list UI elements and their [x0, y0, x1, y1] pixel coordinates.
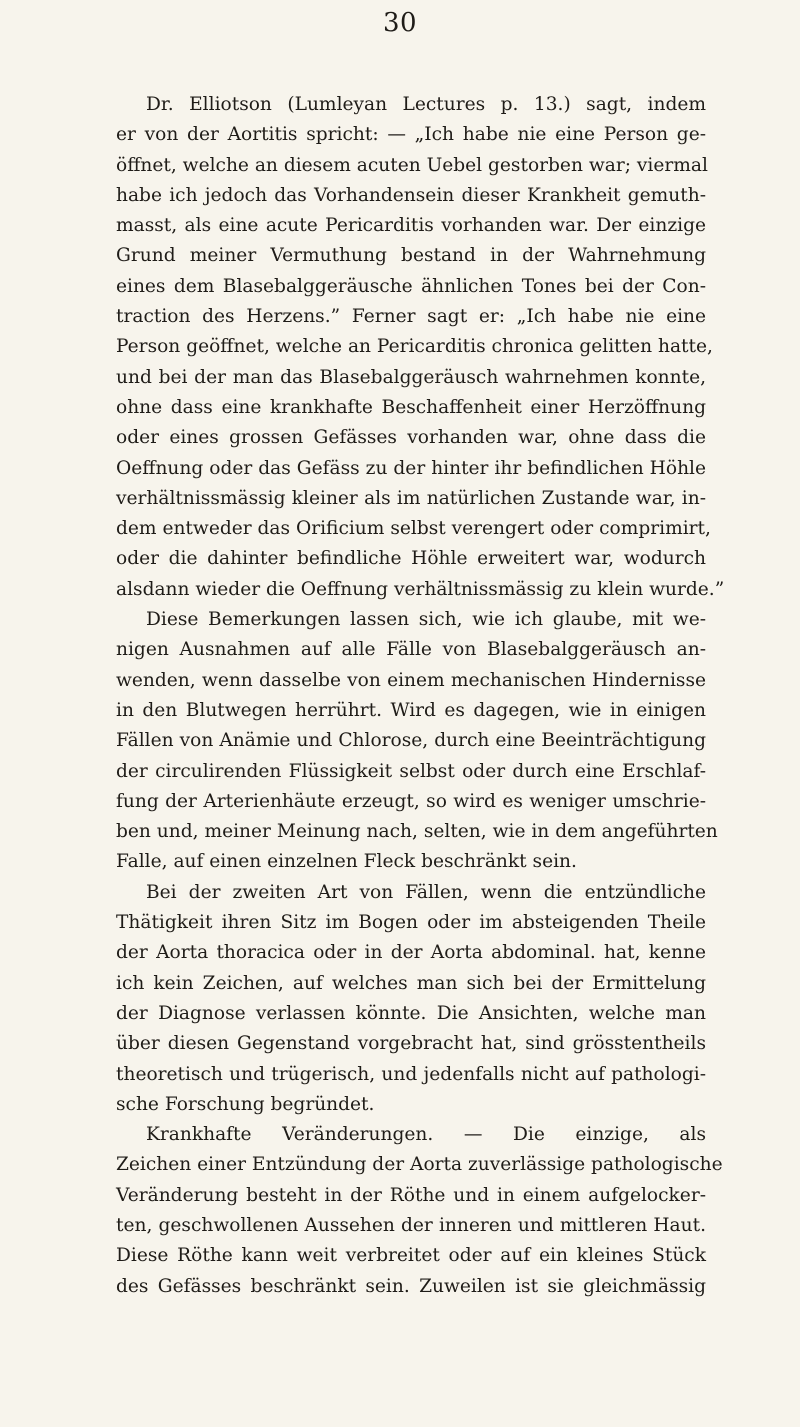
- text-line: dem entweder das Orificium selbst verengert oder comprimirt,: [116, 518, 711, 540]
- text-line: Bei der zweiten Art von Fällen, wenn die entzündliche: [146, 881, 706, 903]
- text-line: der Aorta thoracica oder in der Aorta abdominal. hat, kenne: [116, 942, 706, 964]
- text-line: über diesen Gegenstand vorgebracht hat, sind grösstentheils: [116, 1033, 706, 1055]
- text-line: Thätigkeit ihren Sitz im Bogen oder im absteigenden Theile: [116, 912, 706, 934]
- text-line: eines dem Blasebalggeräusche ähnlichen Tones bei der Con-: [116, 275, 706, 297]
- text-line: theoretisch und trügerisch, und jedenfalls nicht auf pathologi-: [116, 1063, 706, 1085]
- text-line: Fällen von Anämie und Chlorose, durch eine Beeinträchtigung: [116, 730, 706, 752]
- body-text: [116, 90, 725, 1302]
- text-line: Krankhafte Veränderungen. — Die einzige, als: [146, 1124, 706, 1146]
- text-line: fung der Arterienhäute erzeugt, so wird es weniger umschrie-: [116, 790, 706, 812]
- text-line: und bei der man das Blasebalggeräusch wahrnehmen konnte,: [116, 366, 706, 388]
- text-line: sche Forschung begründet.: [116, 1093, 375, 1115]
- text-line: alsdann wieder die Oeffnung verhältnissmässig zu klein wurde.”: [116, 578, 725, 600]
- text-line: nigen Ausnahmen auf alle Fälle von Blasebalggeräusch an-: [116, 639, 706, 661]
- text-line: verhältnissmässig kleiner als im natürlichen Zustande war, in-: [116, 487, 706, 509]
- text-line: er von der Aortitis spricht: — „Ich habe nie eine Person ge-: [116, 124, 706, 146]
- text-line: Falle, auf einen einzelnen Fleck beschränkt sein.: [116, 851, 577, 873]
- text-line: ben und, meiner Meinung nach, selten, wie in dem angeführten: [116, 821, 718, 843]
- text-line: des Gefässes beschränkt sein. Zuweilen ist sie gleichmässig: [116, 1275, 706, 1297]
- text-line: Diese Bemerkungen lassen sich, wie ich glaube, mit we-: [146, 609, 706, 631]
- page-number: 30: [382, 8, 418, 38]
- text-line: ten, geschwollenen Aussehen der inneren und mittleren Haut.: [116, 1214, 706, 1236]
- text-line: Veränderung besteht in der Röthe und in einem aufgelocker-: [116, 1184, 706, 1206]
- text-line: wenden, wenn dasselbe von einem mechanischen Hindernisse: [116, 669, 706, 691]
- text-line: Zeichen einer Entzündung der Aorta zuverlässige pathologische: [116, 1154, 723, 1176]
- text-line: oder eines grossen Gefässes vorhanden war, ohne dass die: [116, 427, 706, 449]
- text-line: oder die dahinter befindliche Höhle erweitert war, wodurch: [116, 548, 706, 570]
- text-line: Person geöffnet, welche an Pericarditis chronica gelitten hatte,: [116, 336, 713, 358]
- text-line: traction des Herzens.” Ferner sagt er: „Ich habe nie eine: [116, 306, 706, 328]
- text-line: ich kein Zeichen, auf welches man sich bei der Ermittelung: [116, 972, 706, 994]
- text-line: der circulirenden Flüssigkeit selbst oder durch eine Erschlaf-: [116, 760, 706, 782]
- text-line: Oeffnung oder das Gefäss zu der hinter ihr befindlichen Höhle: [116, 457, 706, 479]
- text-line: Grund meiner Vermuthung bestand in der Wahrnehmung: [116, 245, 706, 267]
- text-line: Dr. Elliotson (Lumleyan Lectures p. 13.) sagt, indem: [146, 94, 706, 115]
- text-line: ohne dass eine krankhafte Beschaffenheit einer Herzöffnung: [116, 396, 706, 418]
- text-line: habe ich jedoch das Vorhandensein dieser Krankheit gemuth-: [116, 184, 706, 206]
- text-line: masst, als eine acute Pericarditis vorhanden war. Der einzige: [116, 215, 706, 237]
- text-line: Diese Röthe kann weit verbreitet oder auf ein kleines Stück: [116, 1245, 706, 1267]
- text-line: in den Blutwegen herrührt. Wird es dagegen, wie in einigen: [116, 699, 706, 721]
- text-line: der Diagnose verlassen könnte. Die Ansichten, welche man: [116, 1002, 706, 1024]
- text-line: öffnet, welche an diesem acuten Uebel gestorben war; viermal: [116, 154, 708, 176]
